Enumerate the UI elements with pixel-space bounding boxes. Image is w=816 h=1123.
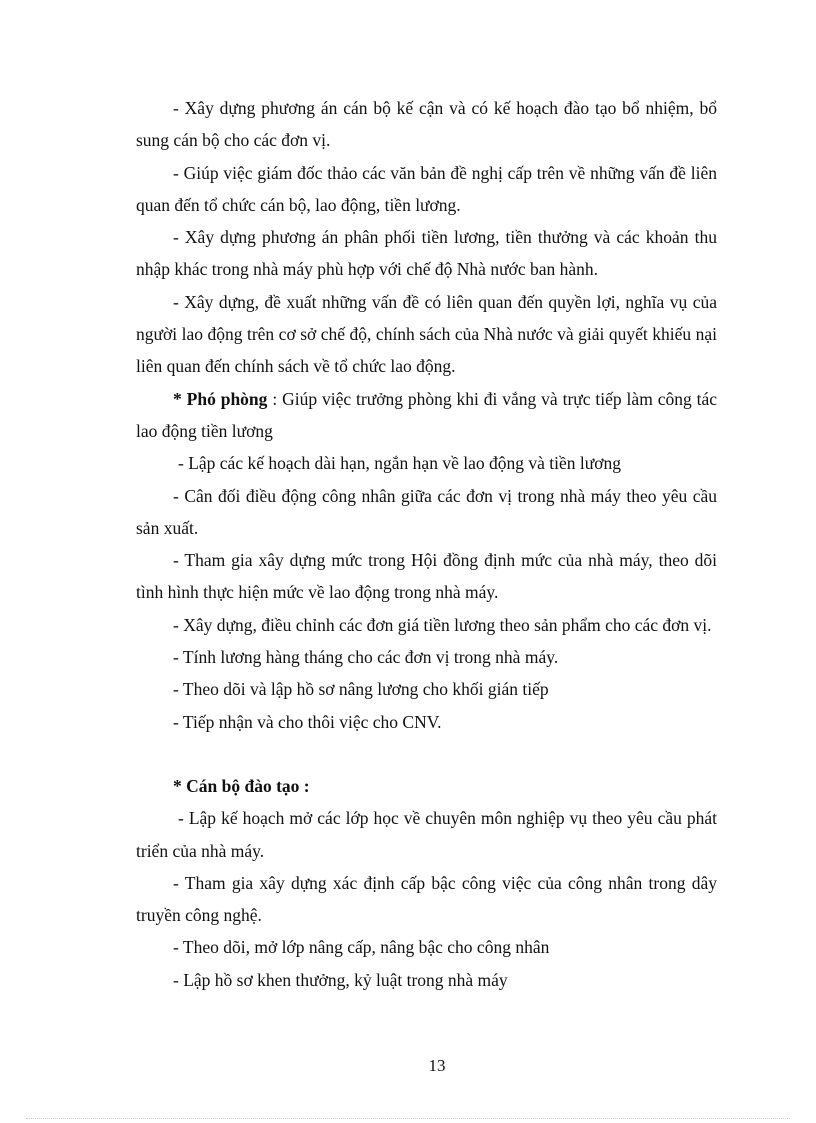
- training-heading: * Cán bộ đào tạo :: [173, 775, 310, 796]
- training-item: - Theo dõi, mở lớp nâng cấp, nâng bậc cho công nhân: [173, 937, 550, 958]
- training-item: - Tham gia xây dựng xác định cấp bậc công việc của công nhân trong dây truyền công nghệ.: [136, 872, 717, 926]
- paragraph: - Xây dựng, đề xuất những vấn đề có liên quan đến quyền lợi, nghĩa vụ của người lao động trên cơ sở chế độ, chính sách của Nhà nước và giải quyết khiếu nại liên quan đến chính sách về tổ chức lao động.: [136, 291, 717, 377]
- deputy-text: : Giúp việc trưởng phòng khi đi vắng và trực tiếp làm công tác lao động tiền lương: [136, 388, 718, 441]
- page-body: [136, 92, 717, 996]
- deputy-item: - Tính lương hàng tháng cho các đơn vị trong nhà máy.: [173, 647, 559, 668]
- page-bottom-divider: [26, 1118, 790, 1119]
- deputy-item: - Lập các kế hoạch dài hạn, ngắn hạn về lao động và tiền lương: [178, 453, 621, 474]
- deputy-item: - Tham gia xây dựng mức trong Hội đồng định mức của nhà máy, theo dõi tình hình thực hiện mức về lao động trong nhà máy.: [136, 550, 717, 603]
- deputy-item: - Cân đối điều động công nhân giữa các đơn vị trong nhà máy theo yêu cầu sản xuất.: [136, 485, 717, 538]
- page-number: 13: [428, 1056, 446, 1075]
- deputy-item: - Theo dõi và lập hồ sơ nâng lương cho khối gián tiếp: [173, 679, 549, 700]
- paragraph: - Giúp việc giám đốc thảo các văn bản đề nghị cấp trên về những vấn đề liên quan đến tổ chức cán bộ, lao động, tiền lương.: [136, 162, 717, 215]
- deputy-label: * Phó phòng: [173, 388, 268, 409]
- training-item: - Lập hồ sơ khen thưởng, kỷ luật trong nhà máy: [173, 969, 508, 990]
- deputy-item: - Xây dựng, điều chỉnh các đơn giá tiền lương theo sản phẩm cho các đơn vị.: [173, 614, 712, 635]
- deputy-paragraph: [136, 383, 717, 448]
- paragraph: - Xây dựng phương án phân phối tiền lương, tiền thưởng và các khoản thu nhập khác trong nhà máy phù hợp với chế độ Nhà nước ban hành.: [136, 227, 717, 280]
- training-item: - Lập kế hoạch mở các lớp học về chuyên môn nghiệp vụ theo yêu cầu phát triển của nhà máy.: [136, 808, 717, 861]
- deputy-item: - Tiếp nhận và cho thôi việc cho CNV.: [173, 711, 442, 732]
- paragraph: - Xây dựng phương án cán bộ kế cận và có kế hoạch đào tạo bổ nhiệm, bổ sung cán bộ cho các đơn vị.: [136, 98, 717, 151]
